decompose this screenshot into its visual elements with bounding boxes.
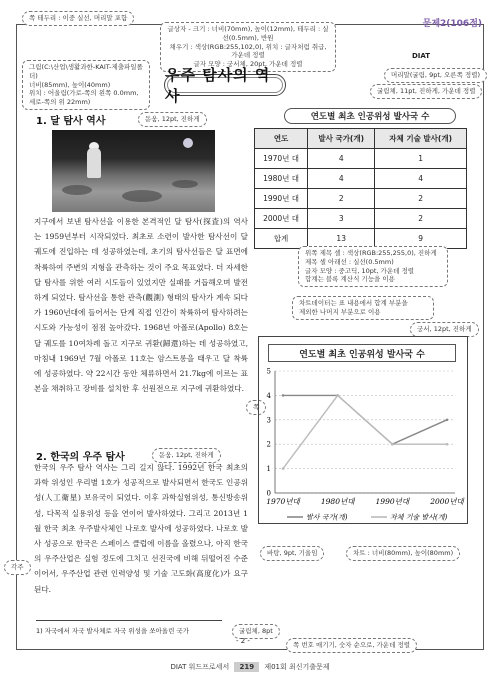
chart-svg — [259, 337, 469, 525]
page-number-note: 쪽 번호 매기기, 숫자 순으로, 가운데 정렬 — [286, 638, 417, 653]
x-tick-label: 1970년대 — [266, 497, 300, 506]
y-tick-label: 3 — [266, 416, 271, 425]
table-header: 발사 국가(개) — [308, 129, 375, 149]
series-line — [283, 395, 447, 468]
table-cell: 1970년 대 — [255, 149, 308, 169]
footer-left: DIAT 워드프로세서 — [170, 663, 230, 671]
table-cell: 2 — [308, 189, 375, 209]
chart-title: 연도별 최초 인공위성 발사국 수 — [268, 344, 456, 362]
footnote-text: 1) 자국에서 자국 발사체로 자국 위성을 쏘아올린 국가 — [36, 627, 189, 635]
section2-body: 한국의 우주 탐사 역사는 그리 길지 않다. 1992년 한국 최초의 과학 위성인 우리별 1호가 성공적으로 발사되면서 한국도 인공위성(人工衛星) 보유국이 되었다. 이후 과학실험위성, 통신방송위성, 다목적 실용위성 등을 연이어 발사하였다. 그리고 2013년 1월 한국 최초 우주발사체인 나로호 발사에 성공하였다. 나로호 발사 성공으로 한국은 스페이스 클럽에 이름을 올렸으나, 아직 한국의 우주산업은 실험 정도에 그치고 선진국에 비해 뒤떨어진 수준이어서, 우주산업 관련 인력양성 및 기술 고도화(高度化)가 요구된다. — [34, 463, 248, 594]
moon-astronaut-photo — [52, 130, 215, 212]
table-header: 자체 기술 발사(개) — [375, 129, 467, 149]
axis-style-note: 바탕, 9pt, 기울임 — [260, 546, 324, 561]
table-cell: 3 — [308, 209, 375, 229]
table-row — [255, 189, 467, 209]
y-tick-label: 0 — [266, 489, 271, 498]
document-title: 우주 탐사의 역사 — [165, 66, 271, 105]
table-title: 연도별 최초 인공위성 발사국 수 — [284, 108, 456, 124]
y-tick-label: 4 — [266, 391, 271, 400]
data-point — [391, 443, 394, 446]
table-cell: 합계 — [255, 229, 308, 249]
section2-heading: 2. 한국의 우주 탐사 — [36, 452, 125, 463]
body-font-note: 굴림체, 11pt, 진하게, 가운데 정렬 — [370, 84, 482, 99]
data-point — [446, 443, 449, 446]
data-point — [446, 419, 449, 422]
chart-data-note: 차트데이터는 표 내용에서 합계 부분을 제외한 나머지 부분으로 이용 — [292, 296, 434, 320]
table-cell: 1990년 대 — [255, 189, 308, 209]
table-header: 연도 — [255, 129, 308, 149]
table-cell: 4 — [308, 149, 375, 169]
heading2-style-note: 돋움, 12pt, 진하게 — [152, 448, 221, 463]
legend-label: 자체 기술 발사(개) — [390, 513, 448, 522]
table-cell: 1980년 대 — [255, 169, 308, 189]
page-number: - 2 - — [236, 637, 250, 645]
title-box — [164, 66, 286, 105]
table-row — [255, 169, 467, 189]
table-cell: 2 — [375, 209, 467, 229]
footer-right: 제01회 최신기출문제 — [264, 663, 330, 671]
y-tick-label: 2 — [266, 440, 271, 449]
table-header-row — [255, 129, 467, 149]
table-row — [255, 209, 467, 229]
x-tick-label: 2000년대 — [430, 497, 464, 506]
indent-note: 쪽 — [246, 400, 266, 415]
data-point — [282, 467, 285, 470]
table-cell: 9 — [375, 229, 467, 249]
footer-page: 219 — [234, 662, 259, 672]
picture-note: 그림(C:\산업\생활과한-KAIT-제출파일폴더) 너비(85mm), 높이(40mm) 위치 : 어울림(가로-쪽의 왼쪽 0.0mm, 세로-쪽의 위 22mm) — [22, 60, 150, 110]
y-tick-label: 1 — [266, 465, 271, 474]
table-cell: 4 — [375, 169, 467, 189]
line-chart — [258, 336, 468, 524]
footer — [0, 662, 500, 672]
section1-body: 지구에서 보낸 탐사선을 이용한 본격적인 달 탐사(探査)의 역사는 1959년부터 시작되었다. 최초로 소련이 발사한 탐사선이 달 궤도에 진입하는 데 성공하였는데, 초기의 탐사선들은 달 표면에 착륙하여 주변의 지형을 관측하는 것이 주요 목표였다. 더 자세한 달 탐사를 위한 여러 시도들이 있었지만 실패를 거듭해오며 발전하게 되었다. 탐사선을 통한 관측(觀測) 형태의 탐사가 계속 되다가 1960년대에 들어서는 단계 직접 인간이 착륙하여 탐사하려는 시도와 가능성이 점점 높아갔다. 1968년 아폴로(Apollo) 8호는 달 궤도를 10여차례 돌고 지구로 귀환(歸還)하는 데 성공하였고, 마침내 1969년 7월 아폴로 11호는 암스트롱을 태우고 달 착륙에 성공하였다. 약 22시간 동안 체류하면서 21.7kg에 이르는 표본을 채취하고 장비를 설치한 후 선원전으로 지구에 귀환하였다. — [34, 217, 248, 394]
data-point — [336, 394, 339, 397]
footnote-mark-note: 각주 — [4, 560, 31, 575]
table-cell: 1 — [375, 149, 467, 169]
heading1-style-note: 돋움, 12pt, 진하게 — [138, 112, 207, 127]
problem-badge: 문제2(106점) — [422, 19, 482, 29]
y-tick-label: 5 — [266, 367, 271, 376]
header-style-note: 머리말(굴림, 9pt, 오른쪽 정렬) — [384, 68, 487, 83]
footnote-style-note: 굴림체, 8pt — [232, 624, 280, 639]
section1-heading: 1. 달 탐사 역사 — [36, 116, 106, 127]
x-tick-label: 1990년대 — [375, 497, 410, 506]
page-border-note: 쪽 테두리 : 이중 실선, 머리말 포함 — [22, 11, 134, 26]
footnote-rule — [36, 620, 222, 621]
table-row — [255, 149, 467, 169]
chart-title-style-note: 궁서, 12pt, 진하게 — [410, 322, 479, 337]
table-cell: 4 — [308, 169, 375, 189]
data-table — [254, 128, 467, 249]
legend-label: 발사 국가(개) — [306, 513, 348, 522]
table-cell: 13 — [308, 229, 375, 249]
x-tick-label: 1980년대 — [320, 497, 355, 506]
title-shape-note: 글상자 - 크기 : 너비(70mm), 높이(12mm), 테두리 : 실선(0.5mm), 반원 채우기 : 색상(RGB:255,102,0), 위치 : 글자처럼 취급, 가운데 정렬 글자 모양 : 궁서체, 20pt, 가운데 정렬 — [160, 22, 336, 72]
data-point — [282, 394, 285, 397]
diat-label: DIAT — [412, 52, 431, 60]
table-cell: 2 — [375, 189, 467, 209]
table-cell: 2000년 대 — [255, 209, 308, 229]
chart-size-note: 차트 : 너비(80mm), 높이(80mm) — [346, 546, 460, 561]
table-style-note: 위쪽 제목 셀 : 색상(RGB:255,255,0), 진하게 제목 셀 아래선 : 실선(0.5mm) 글자 모양 : 중고딕, 10pt, 가운데 정렬 합계는 블록 계산식 기능을 이용 — [298, 246, 448, 287]
